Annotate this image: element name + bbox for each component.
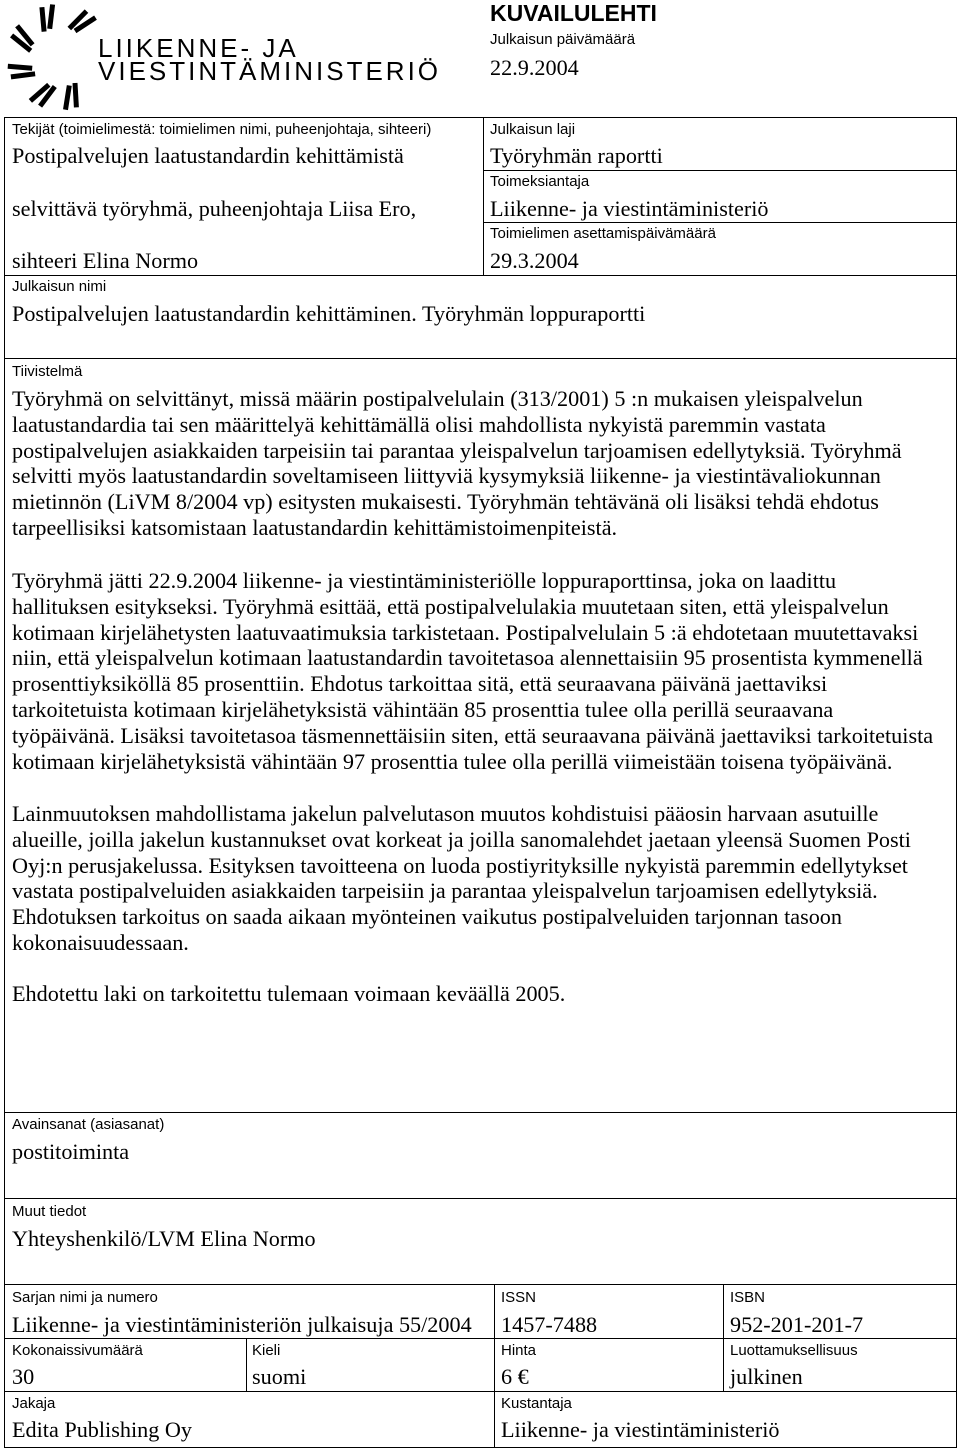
divider [4,1198,957,1199]
logo-stripe [11,74,35,77]
keywords-value: postitoiminta [12,1139,130,1164]
text-line: tarkoitetuista kotimaan kirjelähetyksistä vähintään 85 prosenttia tulee olla perillä seuraavana [12,696,834,722]
logo-stripe [42,7,44,31]
divider [4,275,957,276]
appointment-date-value: 29.3.2004 [490,248,579,273]
text-line: Työryhmä jätti 22.9.2004 liikenne- ja viestintäministeriölle loppuraporttinsa, joka on laadittu [12,568,837,593]
text-line: prosenttiyksiköllä 85 prosenttiin. Ehdotus tarkoittaa sitä, että seuraavana päivänä jaettaviksi [12,671,828,697]
divider [483,222,957,223]
distributor-value: Edita Publishing Oy [12,1417,192,1442]
publisher-value: Liikenne- ja viestintäministeriö [501,1417,780,1442]
text-line: Oyj:n perusjakelussa. Esityksen tavoitteena on luoda postiyrityksille nykyistä paremmin edellytykset [12,852,908,878]
keywords-label: Avainsanat (asiasanat) [12,1116,165,1133]
logo-stripe [75,83,76,107]
confidentiality-label: Luottamuksellisuus [730,1342,858,1359]
logo-stripe [50,5,53,29]
isbn-label: ISBN [730,1289,766,1306]
abstract-paragraph-1 [12,386,902,541]
publication-type-value: Työryhmän raportti [490,143,663,168]
divider [483,170,957,171]
text-line: selvitti myös laatustandardin soveltamiseen liittyviä kysymyksiä liikenne- ja viestintävaliokunnan [12,463,881,489]
series-label: Sarjan nimi ja numero [12,1289,158,1306]
publication-name-value: Postipalvelujen laatustandardin kehittäminen. Työryhmän loppuraportti [12,301,646,326]
text-line: Ehdotettu laki on tarkoitettu tulemaan voimaan keväällä 2005. [12,981,566,1006]
column-divider [483,117,484,275]
other-info-value: Yhteyshenkilö/LVM Elina Normo [12,1226,316,1251]
authors-label: Tekijät (toimielimestä: toimielimen nimi, puheenjohtaja, sihteeri) [12,121,432,138]
confidentiality-value: julkinen [730,1364,803,1389]
text-line: vastata postipalveluiden asiakkaiden tarpeisiin ja parantaa yleispalvelun tarjoamisen edellytyksiä. [12,878,878,904]
divider [4,358,957,359]
logo-text-line-1: LIIKENNE- JA [98,33,299,63]
language-value: suomi [252,1364,307,1389]
authors-line-3: sihteeri Elina Normo [12,248,199,273]
column-divider [246,1338,247,1391]
authors-line-2: selvittävä työryhmä, puheenjohtaja Liisa Ero, [12,196,417,221]
text-line: työpäivänä. Lisäksi tavoitetasoa täsmennettäisiin siten, että seuraavana päivänä jaettaviksi tarkoitetuista [12,722,934,748]
text-line: mietinnön (LiVM 8/2004 vp) esitysten mukaisesti. Työryhmän tehtävänä oli lisäksi tehdä ehdotus [12,489,879,515]
other-info-label: Muut tiedot [12,1203,87,1220]
right-border [956,117,957,1448]
issn-label: ISSN [501,1289,537,1306]
text-line: alueille, joilla jakelun kustannukset ovat korkeat ja joilla sanomalehdet jaetaan yleensä Suomen Posti [12,826,911,852]
commissioned-by-value: Liikenne- ja viestintäministeriö [490,196,769,221]
publication-date-value: 22.9.2004 [490,55,579,80]
text-line: hallituksen esitykseksi. Työryhmä esittää, että postipalvelulakia muutetaan siten, että yleispalvelun [12,593,889,619]
abstract-label: Tiivistelmä [12,363,83,380]
text-line: Työryhmä on selvittänyt, missä määrin postipalvelulain (313/2001) 5 :n mukaisen yleispalvelun [12,386,863,411]
abstract-paragraph-2 [12,568,933,774]
issn-value: 1457-7488 [501,1312,598,1337]
publisher-label: Kustantaja [501,1395,572,1412]
language-label: Kieli [252,1342,281,1359]
text-line: Ehdotuksen tarkoitus on saada aikaan myönteinen vaikutus postipalveluiden tarjonnan tasoon [12,904,842,930]
text-line: Lainmuutoksen mahdollistama jakelun palvelutason muutos kohdistuisi pääosin harvaan asutuille [12,801,879,826]
authors-line-1: Postipalvelujen laatustandardin kehittämistä [12,143,404,168]
text-line: laatustandardia tai sen määrittelyä kehittämällä olisi mahdollista nykyistä paremmin vastata [12,411,826,437]
distributor-label: Jakaja [12,1395,56,1412]
divider [4,117,957,118]
text-line: kokonaisuudessaan. [12,929,189,955]
isbn-value: 952-201-201-7 [730,1312,864,1337]
column-divider [723,1284,724,1391]
logo-stripe [66,86,70,110]
text-line: tarpeellisiksi katsomistaan laatustandardin kehittämistoimenpiteistä. [12,514,618,540]
divider [4,1112,957,1113]
commissioned-by-label: Toimeksiantaja [490,173,590,190]
bottom-border [4,1447,957,1448]
abstract-paragraph-4 [12,981,565,1007]
publication-date-label: Julkaisun päivämäärä [490,31,636,48]
logo-emblem-icon [6,2,106,114]
divider [4,1284,957,1285]
left-border [4,117,5,1448]
appointment-date-label: Toimielimen asettamispäivämäärä [490,225,716,242]
column-divider [494,1284,495,1447]
publication-name-label: Julkaisun nimi [12,278,107,295]
page-count-label: Kokonaissivumäärä [12,1342,143,1359]
price-label: Hinta [501,1342,537,1359]
text-line: kotimaan kirjelähetysten laatuvaatimuksia tarkistetaan. Postipalvelulain 5 :ä ehdotetaan muutettavaksi [12,619,919,645]
divider [4,1391,957,1392]
series-value: Liikenne- ja viestintäministeriön julkaisuja 55/2004 [12,1312,472,1337]
divider [4,1338,957,1339]
ministry-logo [0,0,460,112]
logo-stripe [8,66,32,68]
sheet-title: KUVAILULEHTI [490,0,657,26]
text-line: postipalvelujen asiakkaiden tarpeisiin tai parantaa yleispalvelun tarjoamisen edellytyksiä. Työryhmä [12,437,902,463]
text-line: kotimaan kirjelähetyksistä vähintään 97 prosenttia tulee olla perillä viimeistään toisena työpäivänä. [12,748,893,774]
logo-text-line-2: VIESTINTÄMINISTERIÖ [98,56,442,86]
page-count-value: 30 [12,1364,35,1389]
text-line: niin, että yleispalvelun kotimaan laatustandardin tavoitetasoa alennettaisiin 95 prosentista kymmenellä [12,645,923,671]
price-value: 6 € [501,1364,529,1389]
publication-type-label: Julkaisun laji [490,121,576,138]
abstract-paragraph-3 [12,801,911,956]
